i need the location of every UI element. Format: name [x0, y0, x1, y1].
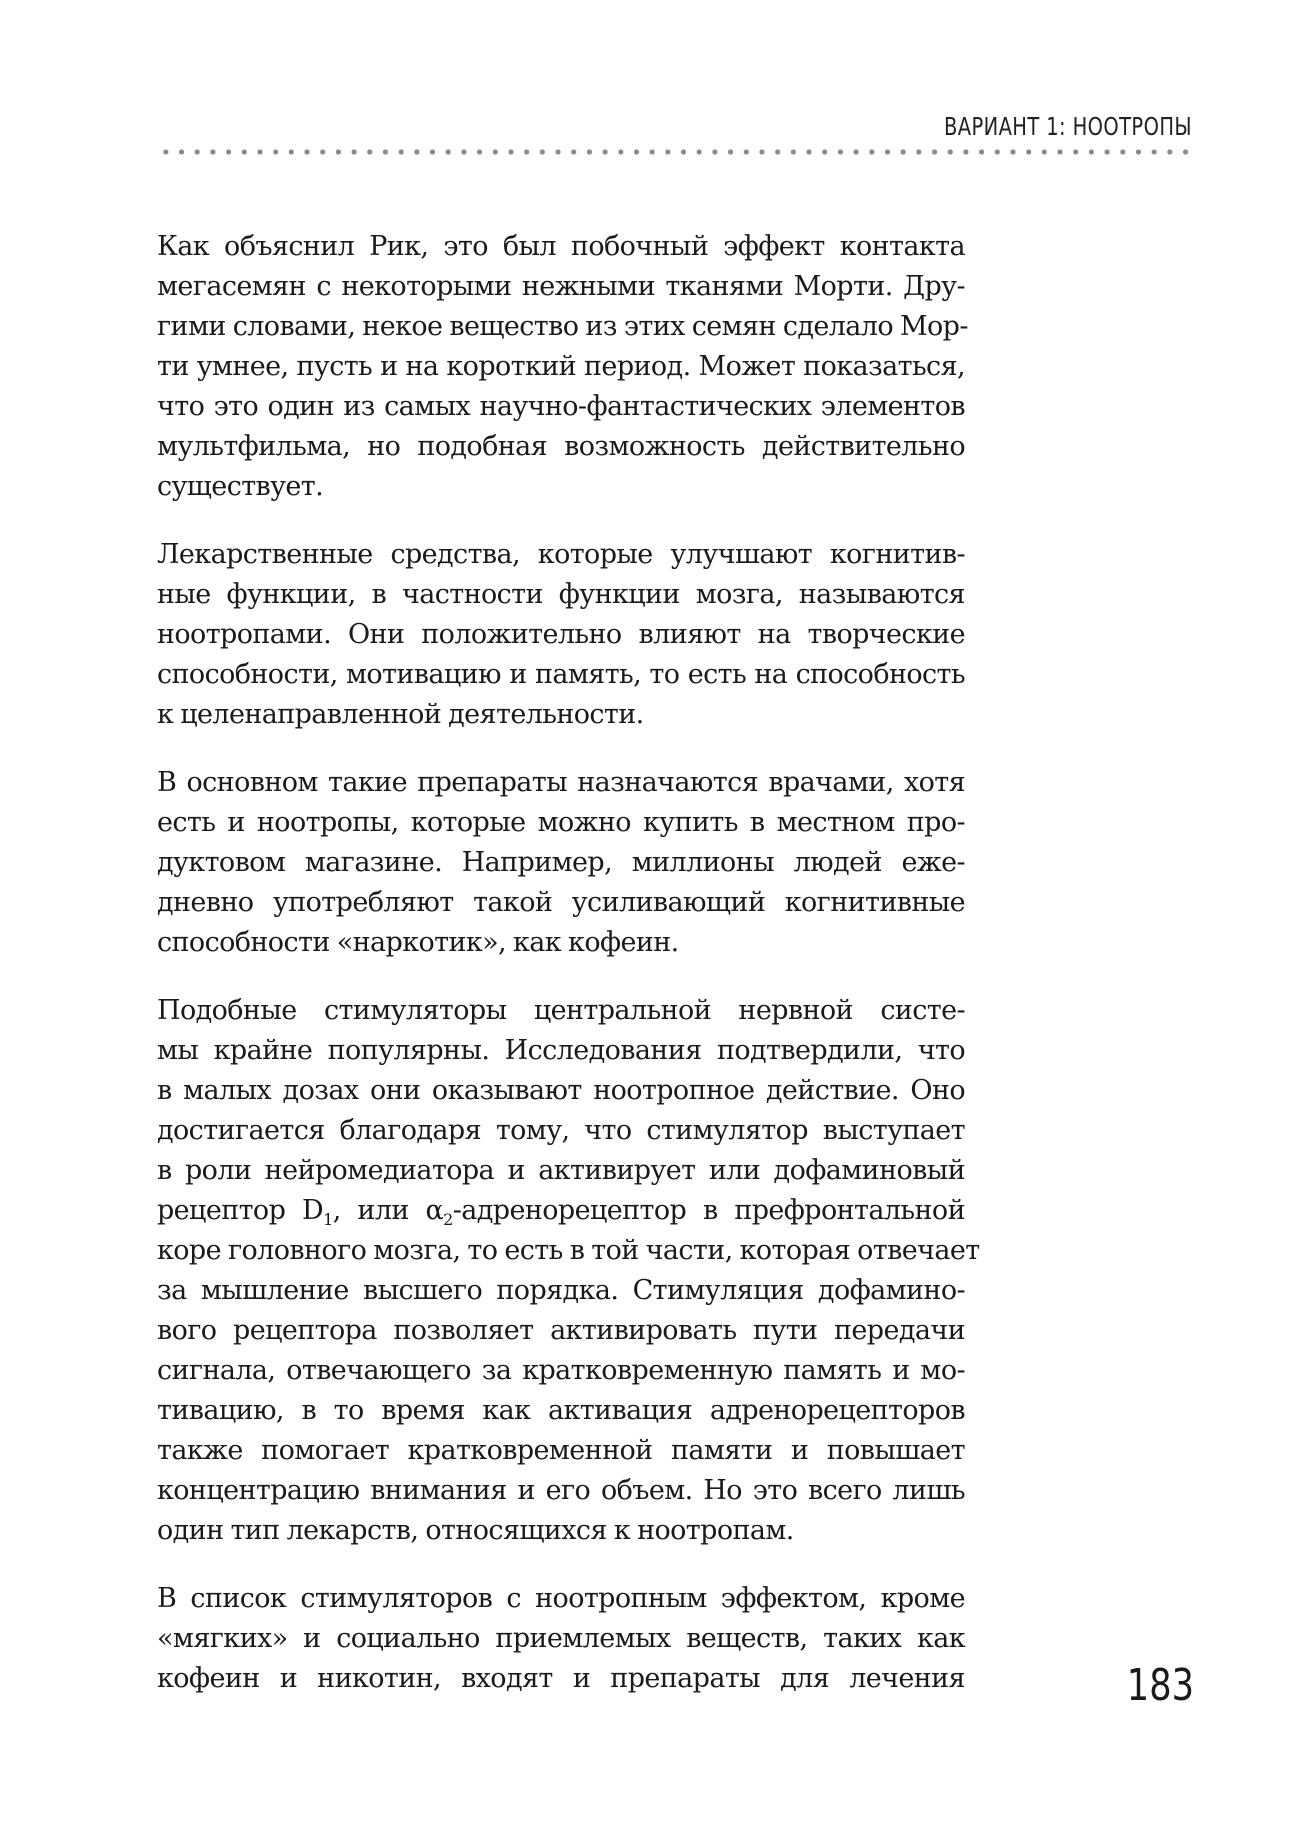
text-line: мегасемян с некоторыми нежными тканями Морти. Дру- — [157, 271, 965, 302]
text-line: мы крайне популярны. Исследования подтвердили, что — [157, 1035, 965, 1066]
text-line: ные функции, в частности функции мозга, называются — [157, 579, 965, 610]
text-line: способности «наркотик», как кофеин. — [157, 927, 679, 958]
paragraph-4 — [157, 991, 980, 1551]
text-line: Лекарственные средства, которые улучшают когнитив- — [157, 539, 965, 570]
text-line: ти умнее, пусть и на короткий период. Может показаться, — [157, 351, 965, 382]
text-line: достигается благодаря тому, что стимулятор выступает — [157, 1115, 965, 1146]
text-run: -адренорецептор в префронтальной — [452, 1195, 965, 1226]
text-line: В основном такие препараты назначаются врачами, хотя — [157, 767, 965, 798]
text-line: гими словами, некое вещество из этих семян сделало Мор- — [157, 311, 968, 342]
text-line: также помогает кратковременной памяти и повышает — [157, 1435, 965, 1466]
text-run: , или α — [332, 1195, 444, 1226]
paragraph-5 — [157, 1579, 965, 1699]
text-line: способности, мотивацию и память, то есть на способность — [157, 659, 965, 690]
paragraph-3 — [157, 763, 965, 963]
text-line: за мышление высшего порядка. Стимуляция дофамино- — [157, 1275, 965, 1306]
text-line: кофеин и никотин, входят и препараты для лечения — [157, 1663, 965, 1694]
text-line: один тип лекарств, относящихся к ноотропам. — [157, 1515, 794, 1546]
body-text — [157, 227, 980, 1727]
text-line: в роли нейромедиатора и активирует или дофаминовый — [157, 1155, 965, 1186]
text-line: Как объяснил Рик, это был побочный эффект контакта — [157, 231, 965, 262]
text-line: «мягких» и социально приемлемых веществ, таких как — [157, 1623, 965, 1654]
text-run: рецептор D — [157, 1195, 324, 1226]
subscript: 2 — [443, 1210, 453, 1229]
text-line: концентрацию внимания и его объем. Но это всего лишь — [157, 1475, 965, 1506]
text-line: вого рецептора позволяет активировать пути передачи — [157, 1315, 965, 1346]
text-line: коре головного мозга, то есть в той части, которая отвечает — [157, 1235, 980, 1266]
text-line: Подобные стимуляторы центральной нервной систе- — [157, 995, 965, 1026]
text-line: мультфильма, но подобная возможность действительно — [157, 431, 965, 462]
text-line: дневно употребляют такой усиливающий когнитивные — [157, 887, 965, 918]
text-line: есть и ноотропы, которые можно купить в местном про- — [157, 807, 965, 838]
text-line: существует. — [157, 471, 324, 502]
running-header: ВАРИАНТ 1: НООТРОПЫ — [943, 112, 1192, 141]
text-line: сигнала, отвечающего за кратковременную память и мо- — [157, 1355, 965, 1386]
paragraph-2 — [157, 535, 965, 735]
text-line-with-subscripts — [157, 1191, 965, 1231]
text-line: в малых дозах они оказывают ноотропное действие. Оно — [157, 1075, 965, 1106]
paragraph-1 — [157, 227, 968, 507]
dotted-divider — [158, 148, 1193, 156]
subscript: 1 — [323, 1210, 333, 1229]
page-number: 183 — [1126, 1660, 1194, 1711]
text-line: В список стимуляторов с ноотропным эффектом, кроме — [157, 1583, 965, 1614]
text-line: дуктовом магазине. Например, миллионы людей еже- — [157, 847, 965, 878]
text-line: к целенаправленной деятельности. — [157, 699, 644, 730]
text-line: ноотропами. Они положительно влияют на творческие — [157, 619, 965, 650]
text-line: что это один из самых научно-фантастических элементов — [157, 391, 965, 422]
text-line: тивацию, в то время как активация адренорецепторов — [157, 1395, 965, 1426]
